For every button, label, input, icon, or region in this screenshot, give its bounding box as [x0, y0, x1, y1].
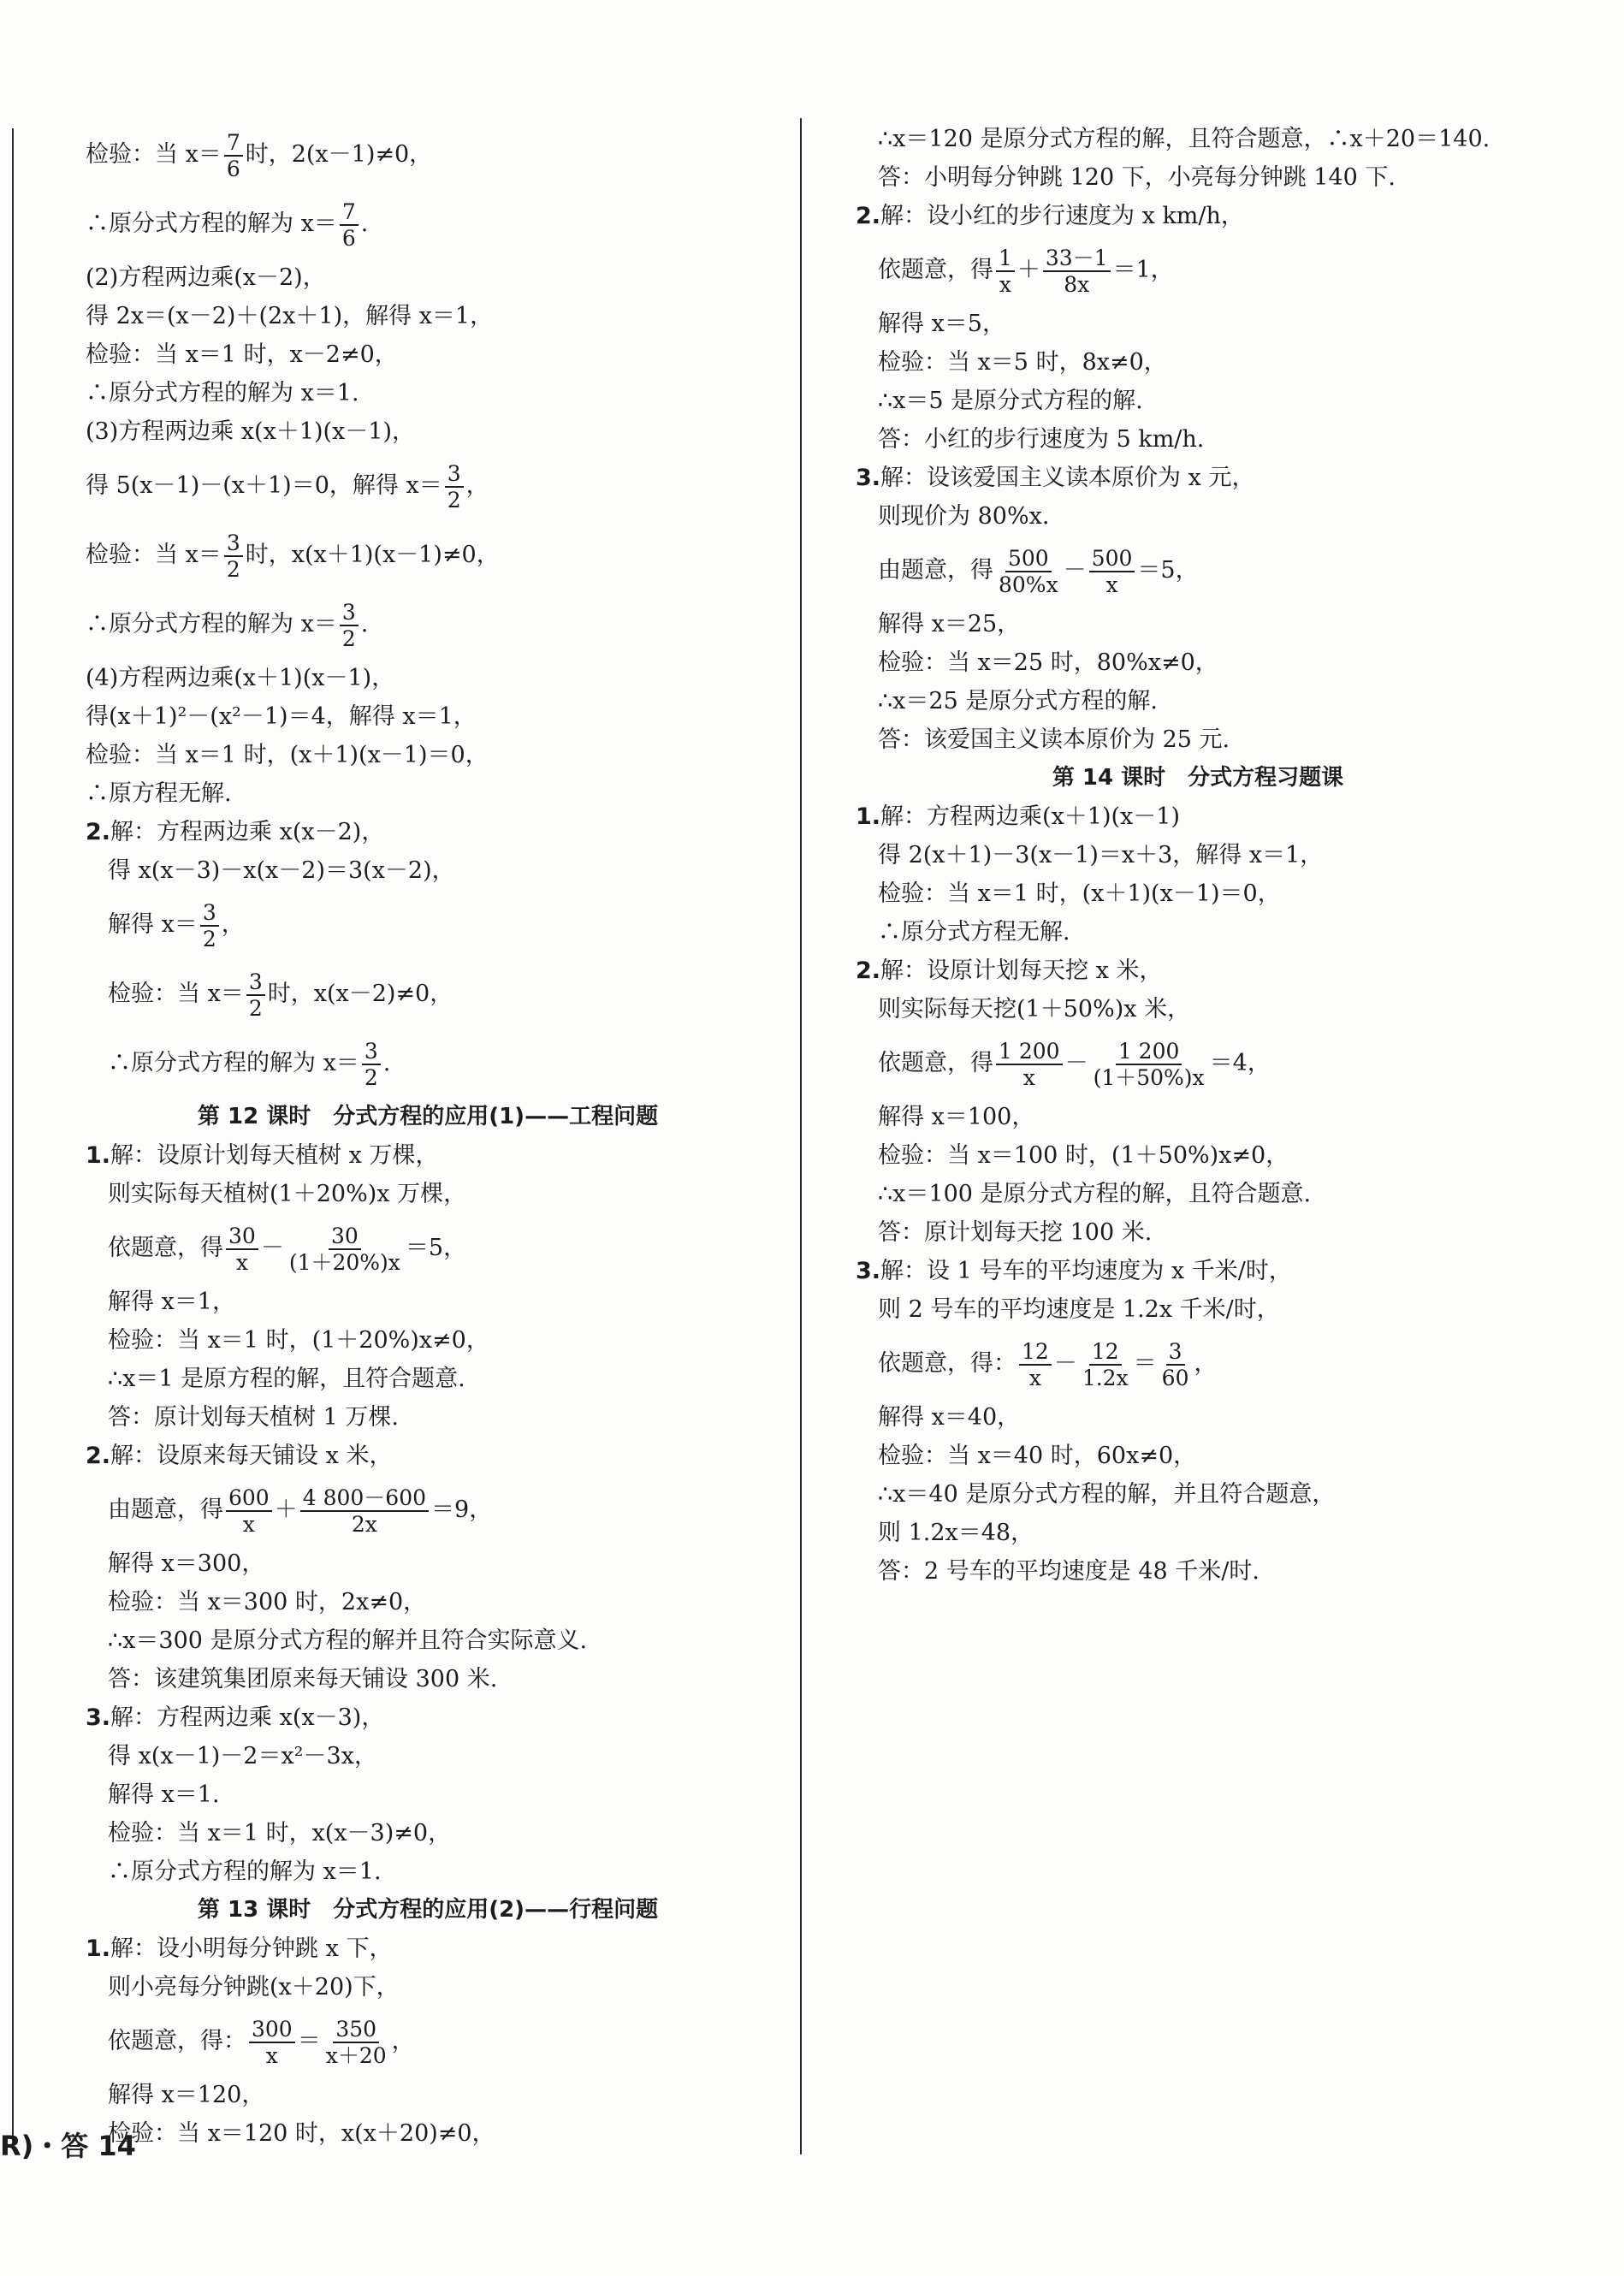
solution-line: 则实际每天挖(1＋50%)x 米， [878, 996, 1191, 1022]
fraction: $\frac{3}{2}$ [200, 900, 219, 951]
solution-line: 解得 x＝5， [878, 311, 1005, 337]
fraction: $\frac{12}{1.2x}$ [1082, 1338, 1129, 1390]
solution-line: 检验：当 x＝300 时，2x≠0， [108, 1589, 427, 1615]
solution-line: 解得 x＝1. [108, 1781, 220, 1808]
question-line: 3.解：设 1 号车的平均速度为 x 千米/时， [856, 1258, 1292, 1284]
section-title: 第 12 课时 分式方程的应用(1)——工程问题 [197, 1104, 659, 1129]
solution-line: ∴x＝100 是原分式方程的解，且符合题意. [878, 1181, 1312, 1207]
question-line: 2.解：设原计划每天挖 x 米， [856, 957, 1163, 984]
fraction: $\frac{500}{x}$ [1089, 546, 1135, 597]
solution-line: ∴原分式方程无解. [878, 919, 1070, 945]
solution-line: 解得 x＝40， [878, 1404, 1021, 1431]
fraction: $\frac{3}{60}$ [1161, 1338, 1189, 1390]
fraction: $\frac{3}{2}$ [340, 600, 359, 651]
solution-line: 得 2(x＋1)－3(x－1)＝x＋3，解得 x＝1， [878, 842, 1324, 868]
solution-line: ∴原分式方程的解为 x＝ $\frac{7}{6}$ . [86, 199, 369, 251]
solution-line: 得(x＋1)²－(x²－1)＝4，解得 x＝1， [86, 703, 477, 730]
solution-line: 检验：当 x＝120 时，x(x＋20)≠0， [108, 2120, 495, 2147]
solution-line: 得 5(x－1)－(x＋1)＝0，解得 x＝ $\frac{3}{2}$ ， [86, 460, 489, 513]
question-number: 1. [856, 803, 881, 830]
right-column [856, 120, 1574, 1591]
solution-line: 解得 x＝ $\frac{3}{2}$ ， [108, 899, 245, 951]
solution-line: ∴x＝120 是原分式方程的解，且符合题意，∴x＋20＝140. [878, 126, 1491, 152]
solution-line: 由题意，得 $\frac{500}{80\%x}$ － $\frac{500}{x}$ ＝5， [878, 545, 1199, 597]
question-line: 3.解：方程两边乘 x(x－3)， [86, 1704, 385, 1731]
solution-line: ∴x＝25 是原分式方程的解. [878, 688, 1158, 714]
solution-line: ∴原方程无解. [86, 780, 232, 807]
solution-line: (4)方程两边乘(x＋1)(x－1)， [86, 665, 395, 691]
fraction: $\frac{30}{x}$ [226, 1224, 258, 1275]
solution-line: 答：该建筑集团原来每天铺设 300 米. [108, 1666, 498, 1692]
question-number: 2. [856, 203, 881, 229]
left-column [86, 120, 804, 2153]
solution-line: ∴x＝1 是原方程的解，且符合题意. [108, 1366, 465, 1392]
question-line: 1.解：设小明每分钟跳 x 下， [86, 1935, 393, 1962]
solution-line: 检验：当 x＝1 时，x－2≠0， [86, 341, 398, 368]
fraction: $\frac{600}{x}$ [226, 1485, 272, 1537]
solution-line: 得 x(x－1)－2＝x²－3x， [108, 1743, 377, 1769]
solution-line: 解得 x＝1， [108, 1289, 235, 1315]
solution-line: 答：小明每分钟跳 120 下，小亮每分钟跳 140 下. [878, 164, 1396, 191]
question-number: 3. [856, 465, 881, 491]
solution-line: ∴x＝40 是原分式方程的解，并且符合题意， [878, 1481, 1336, 1508]
fraction: $\frac{4 800-600}{2x}$ [300, 1485, 429, 1537]
fraction: $\frac{3}{2}$ [246, 969, 265, 1021]
question-number: 2. [86, 819, 111, 845]
question-number: 3. [86, 1704, 111, 1731]
solution-line: 答：原计划每天挖 100 米. [878, 1219, 1153, 1246]
fraction: $\frac{12}{x}$ [1019, 1339, 1052, 1390]
solution-line: 答：小红的步行速度为 5 km/h. [878, 426, 1205, 453]
solution-line: ∴原分式方程的解为 x＝ $\frac{3}{2}$ . [108, 1038, 391, 1090]
left-edge-rule [12, 128, 14, 2148]
solution-line: 答：2 号车的平均速度是 48 千米/时. [878, 1558, 1259, 1585]
solution-line: 解得 x＝300， [108, 1550, 265, 1577]
solution-line: 由题意，得 $\frac{600}{x}$ ＋ $\frac{4 800-600}{2x}$ ＝9， [108, 1485, 493, 1537]
solution-line: (2)方程两边乘(x－2)， [86, 264, 326, 291]
solution-line: 则 1.2x＝48， [878, 1520, 1034, 1546]
solution-line: ∴原分式方程的解为 x＝1. [86, 380, 359, 406]
fraction: $\frac{300}{x}$ [249, 2017, 295, 2068]
solution-line: 检验：当 x＝ $\frac{3}{2}$ 时，x(x－2)≠0， [108, 969, 453, 1021]
question-number: 2. [856, 957, 881, 984]
solution-line: 检验：当 x＝5 时，8x≠0， [878, 349, 1167, 376]
solution-line: ∴x＝5 是原分式方程的解. [878, 388, 1143, 414]
fraction: $\frac{7}{6}$ [224, 130, 243, 181]
solution-line: 得 x(x－3)－x(x－2)＝3(x－2)， [108, 857, 455, 884]
solution-line: 解得 x＝100， [878, 1104, 1035, 1130]
solution-line: 则 2 号车的平均速度是 1.2x 千米/时， [878, 1296, 1280, 1323]
solution-line: 解得 x＝120， [108, 2082, 265, 2108]
solution-line: 得 2x＝(x－2)＋(2x＋1)，解得 x＝1， [86, 303, 494, 329]
solution-line: ∴x＝300 是原分式方程的解并且符合实际意义. [108, 1627, 588, 1654]
solution-line: 检验：当 x＝25 时，80%x≠0， [878, 649, 1218, 676]
fraction: $\frac{1 200}{(1+50\%)x}$ [1093, 1038, 1205, 1090]
solution-line: 依题意，得： $\frac{12}{x}$ － $\frac{12}{1.2x}$ ＝ $\frac{3}{60}$ ， [878, 1338, 1218, 1390]
solution-line: 检验：当 x＝100 时，(1＋50%)x≠0， [878, 1142, 1289, 1169]
solution-line: (3)方程两边乘 x(x＋1)(x－1)， [86, 418, 416, 445]
solution-line: 依题意，得 $\frac{1}{x}$ ＋ $\frac{33-1}{8x}$ ＝1， [878, 245, 1174, 297]
section-title: 第 14 课时 分式方程习题课 [1052, 765, 1344, 791]
solution-line: 检验：当 x＝1 时，x(x－3)≠0， [108, 1820, 452, 1846]
solution-line: 答：该爱国主义读本原价为 25 元. [878, 726, 1230, 753]
solution-line: ∴原分式方程的解为 x＝1. [108, 1858, 382, 1885]
question-number: 1. [86, 1935, 111, 1962]
question-number: 2. [86, 1443, 111, 1469]
fraction: $\frac{33-1}{8x}$ [1043, 246, 1111, 297]
solution-line: 检验：当 x＝1 时，(1＋20%)x≠0， [108, 1327, 489, 1354]
question-line: 2.解：设小红的步行速度为 x km/h， [856, 203, 1244, 229]
solution-line: 则实际每天植树(1＋20%)x 万棵， [108, 1181, 467, 1207]
question-line: 1.解：方程两边乘(x＋1)(x－1) [856, 803, 1180, 830]
question-line: 1.解：设原计划每天植树 x 万棵， [86, 1142, 439, 1169]
question-number: 3. [856, 1258, 881, 1284]
fraction: $\frac{350}{x+20}$ [325, 2016, 387, 2068]
solution-line: 则现价为 80%x. [878, 503, 1050, 530]
fraction: $\frac{3}{2}$ [445, 461, 464, 513]
solution-line: 检验：当 x＝40 时，60x≠0， [878, 1443, 1197, 1469]
solution-line: 检验：当 x＝1 时，(x＋1)(x－1)＝0， [86, 742, 489, 768]
solution-line: 答：原计划每天植树 1 万棵. [108, 1404, 399, 1431]
solution-line: 解得 x＝25， [878, 611, 1021, 637]
fraction: $\frac{7}{6}$ [340, 199, 359, 251]
fraction: $\frac{3}{2}$ [362, 1039, 381, 1090]
solution-line: 依题意，得： $\frac{300}{x}$ ＝ $\frac{350}{x+20}$ ， [108, 2016, 415, 2068]
page-footer: R)・答 14 [0, 2130, 136, 2162]
solution-line: 检验：当 x＝ $\frac{7}{6}$ 时，2(x－1)≠0， [86, 129, 433, 181]
fraction: $\frac{30}{(1+20\%)x}$ [288, 1223, 400, 1275]
solution-line: 依题意，得 $\frac{1 200}{x}$ － $\frac{1 200}{(1+50\%)x}$ ＝4， [878, 1038, 1271, 1090]
section-title: 第 13 课时 分式方程的应用(2)——行程问题 [197, 1897, 659, 1923]
fraction: $\frac{500}{80\%x}$ [999, 545, 1058, 597]
question-line: 2.解：方程两边乘 x(x－2)， [86, 819, 385, 845]
fraction: $\frac{1}{x}$ [996, 246, 1015, 297]
solution-line: ∴原分式方程的解为 x＝ $\frac{3}{2}$ . [86, 599, 369, 651]
question-line: 3.解：设该爱国主义读本原价为 x 元， [856, 465, 1255, 491]
question-line: 2.解：设原来每天铺设 x 米， [86, 1443, 393, 1469]
question-number: 1. [86, 1142, 111, 1169]
fraction: $\frac{1 200}{x}$ [996, 1039, 1063, 1090]
fraction: $\frac{3}{2}$ [224, 530, 243, 582]
solution-line: 则小亮每分钟跳(x＋20)下， [108, 1974, 400, 2000]
solution-line: 检验：当 x＝ $\frac{3}{2}$ 时，x(x＋1)(x－1)≠0， [86, 530, 500, 582]
solution-line: 依题意，得 $\frac{30}{x}$ － $\frac{30}{(1+20\%)x}$ ＝5， [108, 1223, 467, 1275]
solution-line: 检验：当 x＝1 时，(x＋1)(x－1)＝0， [878, 880, 1281, 907]
